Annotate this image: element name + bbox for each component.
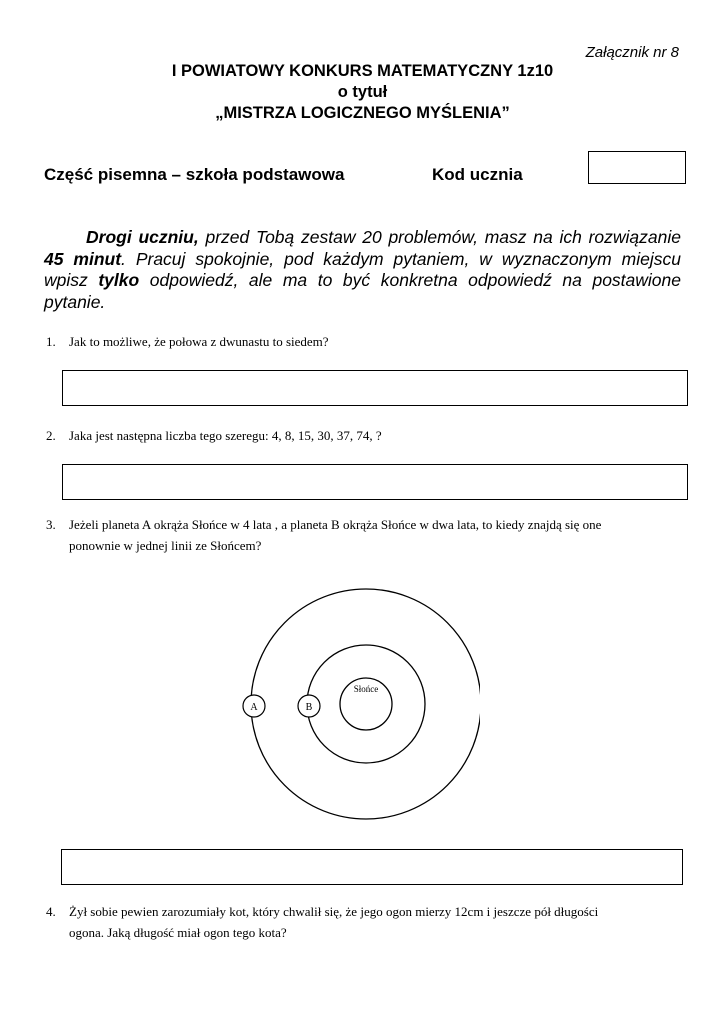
question-number: 2.	[46, 428, 56, 443]
answer-box-2[interactable]	[62, 464, 688, 500]
question-4	[46, 901, 686, 945]
orbit-diagram	[230, 578, 480, 828]
question-number: 1.	[46, 334, 56, 349]
intro-text-2: . Pracuj spokojnie, pod każdym pytaniem, w wyznaczonym miejscu wpisz	[44, 248, 681, 290]
question-text-line-1: Jeżeli planeta A okrąża Słońce w 4 lata , a planeta B okrąża Słońce w dwa lata, to kiedy znajdą się one	[69, 517, 602, 532]
part-label: Część pisemna – szkoła podstawowa	[44, 165, 345, 184]
question-text-line-1: Żył sobie pewien zarozumiały kot, który chwalił się, że jego ogon mierzy 12cm i jeszcze pół długości	[69, 904, 599, 919]
annex-label: Załącznik nr 8	[585, 44, 679, 61]
student-code-label: Kod ucznia	[432, 165, 523, 184]
question-1	[46, 331, 686, 353]
question-3	[46, 514, 691, 558]
question-number: 3.	[46, 517, 56, 532]
question-text-line-2: ponownie w jednej linii ze Słońcem?	[69, 538, 262, 553]
instructions	[44, 227, 681, 313]
answer-box-1[interactable]	[62, 370, 688, 406]
intro-text-3: odpowiedź, ale ma to być konkretna odpowiedź na postawione pytanie.	[44, 270, 681, 312]
intro-only: tylko	[98, 270, 140, 290]
question-number: 4.	[46, 904, 56, 919]
question-text: Jaka jest następna liczba tego szeregu: 4, 8, 15, 30, 37, 74, ?	[69, 428, 382, 443]
student-code-field[interactable]	[588, 151, 686, 184]
planet-b-label: B	[305, 702, 313, 713]
question-2	[46, 425, 686, 447]
contest-subtitle: o tytuł	[337, 83, 388, 101]
intro-text-1: przed Tobą zestaw 20 problemów, masz na ich rozwiązanie	[198, 227, 681, 247]
question-text-line-2: ogona. Jaką długość miał ogon tego kota?	[69, 925, 287, 940]
answer-box-3[interactable]	[61, 849, 683, 885]
intro-greeting: Drogi uczniu,	[86, 227, 199, 247]
intro-time: 45 minut	[44, 248, 122, 269]
sun-label: Słońce	[353, 684, 379, 694]
planet-a-label: A	[250, 702, 258, 713]
contest-name: „MISTRZA LOGICZNEGO MYŚLENIA”	[215, 104, 510, 122]
question-text: Jak to możliwe, że połowa z dwunastu to siedem?	[69, 334, 329, 349]
contest-title: I POWIATOWY KONKURS MATEMATYCZNY 1z10	[171, 62, 554, 80]
